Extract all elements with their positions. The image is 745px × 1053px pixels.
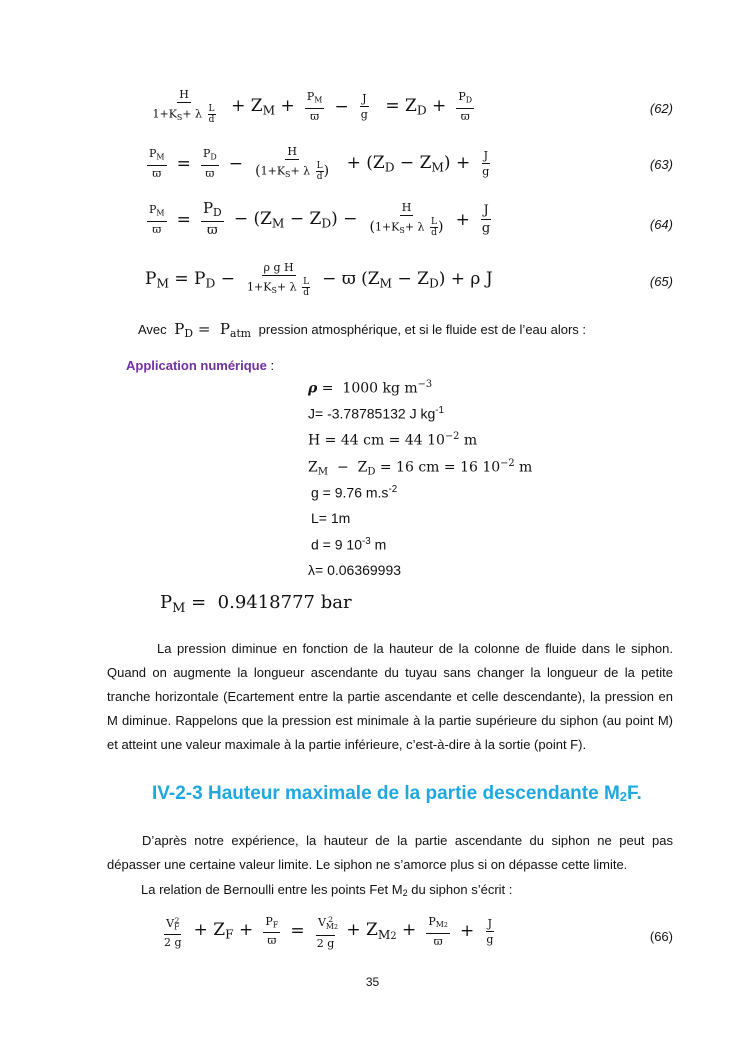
- result-pm: $P_M = 0.9418777$ bar: [160, 592, 352, 616]
- paragraph-experience: D’après notre expérience, la hauteur de la partie ascendante du siphon ne peut pas dépasser une certaine valeur limite. Le siphon ne s’amorce plus si on dépasse cette limite.: [107, 833, 673, 872]
- value-l: L= 1m: [311, 510, 351, 526]
- equation-number-66: (66): [649, 929, 673, 944]
- value-rho: ρ = 1000 kg $m^{-3}$: [308, 379, 433, 397]
- equation-number-64: (64): [649, 217, 673, 232]
- avec-text: pression atmosphérique, et si le fluide est de l’eau alors :: [258, 322, 587, 337]
- equation-63: $\frac{P_M}{ϖ}$ = $\frac{P_D}{ϖ}$ − H ($1+K_S+ \lambda$ $\frac{L}{d}$ ) + $(Z_D - Z_M)$ + $\frac{J}{g}$: [149, 145, 490, 182]
- application-heading: [126, 358, 274, 373]
- value-lambda: λ= 0.06369993: [308, 562, 402, 578]
- pd-equals-patm: $P_D = P_{atm}$: [174, 320, 252, 341]
- value-j: J= -3.78785132 J $kg^{-1}$: [308, 405, 444, 422]
- paragraph-bernoulli: La relation de Bernoulli entre les points Fet M2 du siphon s’écrit :: [141, 882, 513, 898]
- value-zm-zd: $Z_M - Z_D = 16$ cm = 16 $10^{-2}$ m: [308, 458, 533, 478]
- page-number: 35: [365, 975, 380, 989]
- equation-65: $P_M = P_D$ − ρ g H $1+K_S+ \lambda$ $\frac{L}{d}$ − ϖ $(Z_M - Z_D) + \rho$ J: [145, 261, 493, 298]
- equation-number-62: (62): [649, 101, 673, 116]
- paragraph-pressure: La pression diminue en fonction de la hauteur de la colonne de fluide dans le siphon. Quand on augmente la longueur ascendante du tuyau sans changer la longueur de la petite tranche horizontale (Ecartement entre la partie ascendante et celle descendante), la pression en M diminue. Rappelons que la pression est minimale à la partie supérieure du siphon (au point M) et atteint une valeur maximale à la partie inférieure, c’est-à-dire à la sortie (point F).: [107, 641, 673, 752]
- numeric-values: [308, 379, 532, 588]
- value-h: H = 44 cm = 44 $10^{-2}$ m: [308, 431, 478, 449]
- result-value: 0.9418777 bar: [217, 592, 352, 613]
- section-heading: IV-2-3 Hauteur maximale de la partie descendante M2F.: [152, 783, 642, 804]
- avec-line: [138, 320, 586, 340]
- avec-prefix: Avec: [138, 322, 167, 337]
- application-title: Application numérique: [126, 358, 267, 373]
- equation-64: $\frac{P_M}{ϖ}$ = $\frac{P_D}{ϖ}$ − $(Z_M - Z_D)$ − H ($1+K_S+ \lambda$ $\frac{L}{d}$ ) + $\frac{J}{g}$: [149, 199, 491, 239]
- equation-number-65: (65): [649, 274, 673, 289]
- equation-number-63: (63): [649, 157, 673, 172]
- equation-62: H $1+K_S+ \lambda$ $\frac{L}{d}$ + $Z_M$ + $\frac{P_M}{ϖ}$ − $\frac{J}{g}$ = $Z_D$ + $\frac{P_D}{ϖ}$: [152, 88, 473, 125]
- value-g: g = 9.76 $m.s^{-2}$: [311, 484, 398, 501]
- application-colon: :: [266, 358, 275, 373]
- equation-66: $\frac{V_F^2}{2 g}$ + $Z_F$ + $\frac{P_F}{ϖ}$ = $\frac{V_{M2}^2}{2 g}$ + $Z_{M2}$ + $\frac{P_{M2}}{ϖ}$ + $\frac{J}{g}$: [164, 914, 494, 950]
- value-d: d = 9 $10^{-3}$ m: [311, 536, 387, 553]
